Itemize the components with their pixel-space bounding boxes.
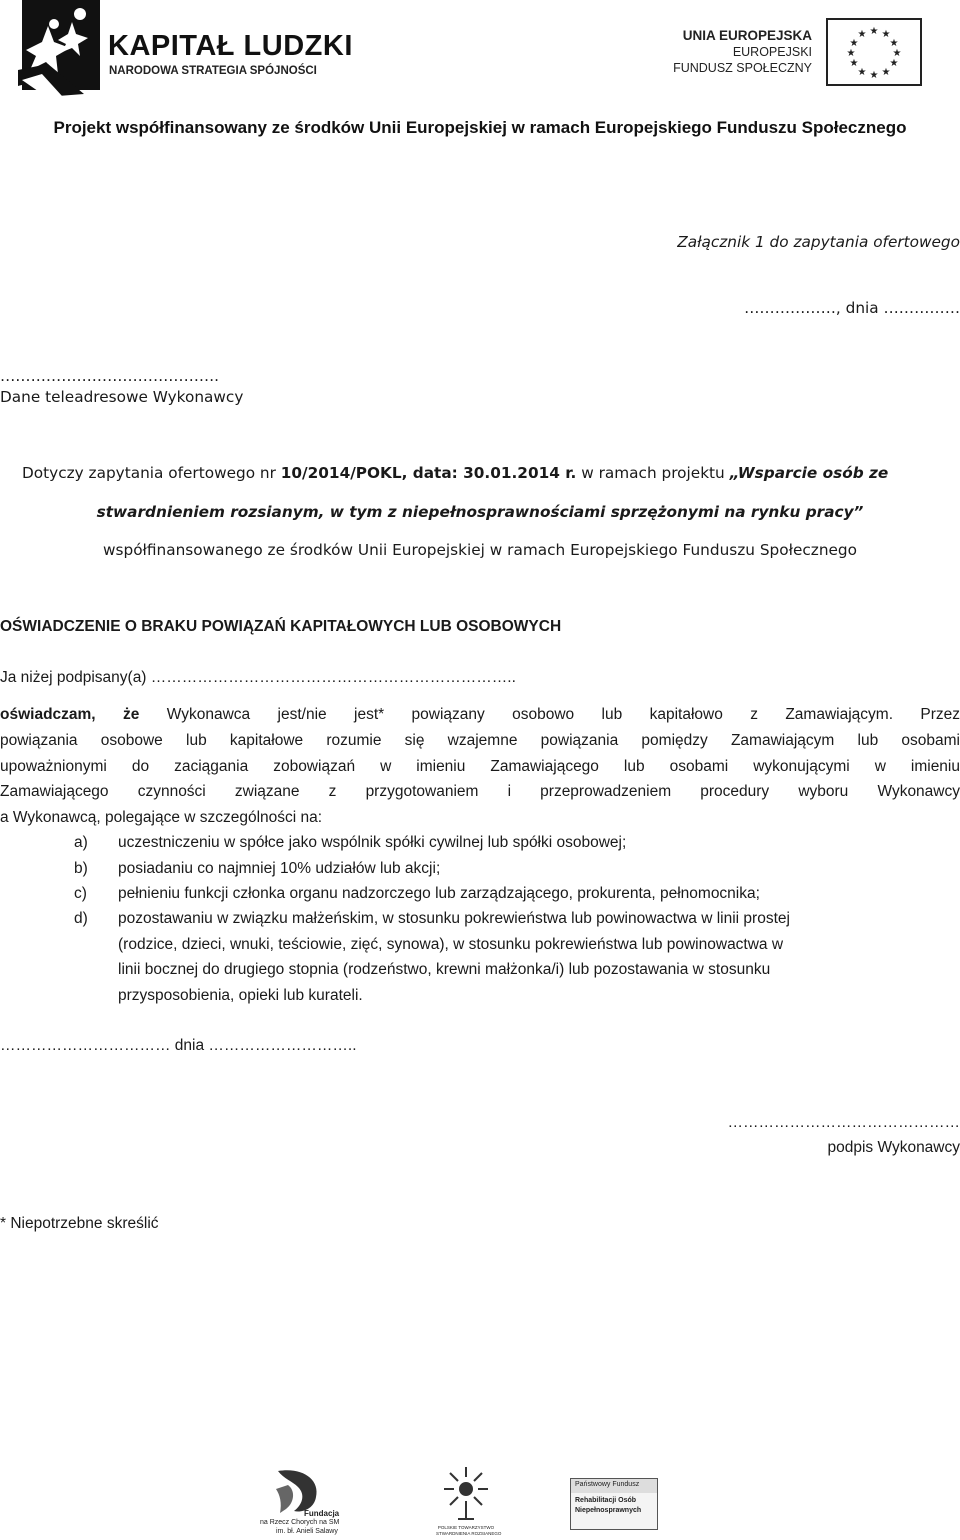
ue-title: UNIA EUROPEJSKA (682, 28, 812, 43)
pfron-line1: Państwowy Fundusz (575, 1481, 640, 1488)
statement-line-4: Zamawiającego czynności związane z przygotowaniem i przeprowadzeniem procedury wyboru Wykonawcy (0, 783, 960, 800)
ptsr-line1: POLSKIE TOWARZYSTWO (437, 1525, 495, 1530)
item-b-letter: b) (74, 860, 88, 877)
eu-stars-icon (826, 18, 922, 86)
ptsr-line2: STWARDNIENIA ROZSIANEGO (436, 1531, 502, 1536)
fundacja-logo (258, 1465, 362, 1540)
item-d-cont-1: (rodzice, dzieci, wnuki, teściowie, zięć, synowa), w stosunku pokrewieństwa lub powinowactwa w (118, 936, 784, 953)
kapital-ludzki-emblem-icon (18, 0, 118, 104)
svg-text:★: ★ (869, 70, 879, 81)
statement-title: OŚWIADCZENIE O BRAKU POWIĄZAŃ KAPITAŁOWYCH LUB OSOBOWYCH (0, 618, 562, 635)
place-date: ………………, dnia …………… (744, 299, 960, 317)
svg-text:★: ★ (869, 26, 879, 37)
item-c-letter: c) (74, 885, 87, 902)
svg-text:★: ★ (881, 67, 891, 78)
svg-text:★: ★ (857, 67, 867, 78)
signature-label: podpis Wykonawcy (827, 1139, 960, 1156)
fundacja-line1: Fundacja (304, 1509, 340, 1518)
svg-text:★: ★ (846, 48, 856, 59)
contractor-dots: ……………………………………. (0, 367, 220, 385)
ptsr-logo (436, 1465, 502, 1540)
attachment-label: Załącznik 1 do zapytania ofertowego (677, 233, 960, 251)
svg-text:★: ★ (849, 38, 859, 49)
contractor-label: Dane teleadresowe Wykonawcy (0, 388, 244, 406)
ue-fund-line2: FUNDUSZ SPOŁECZNY (673, 61, 812, 75)
kapital-ludzki-subtitle: NARODOWA STRATEGIA SPÓJNOŚCI (109, 65, 317, 77)
pfron-logo (570, 1478, 658, 1530)
footnote: * Niepotrzebne skreślić (0, 1215, 159, 1232)
svg-text:★: ★ (881, 29, 891, 40)
svg-text:★: ★ (849, 58, 859, 69)
reference-number-date: 10/2014/POKL, data: 30.01.2014 r. (280, 464, 577, 482)
date-line: …………………………… dnia ……………………….. (0, 1037, 357, 1054)
statement-line-1 (0, 706, 960, 724)
svg-text:★: ★ (889, 58, 899, 69)
pfron-line2: Rehabilitacji Osób (575, 1497, 637, 1504)
ptsr-emblem-icon (436, 1465, 496, 1523)
reference-prefix: Dotyczy zapytania ofertowego nr (22, 464, 281, 482)
eu-flag (826, 18, 922, 86)
project-name-part2: stwardnieniem rozsianym, w tym z niepełnosprawnościami sprzężonymi na rynku pracy” (96, 503, 864, 521)
reference-middle: w ramach projektu (576, 464, 730, 482)
kapital-ludzki-title: KAPITAŁ LUDZKI (108, 30, 353, 62)
signed-line: Ja niżej podpisany(a) …………………………………………………………….. (0, 669, 516, 686)
item-b-text: posiadaniu co najmniej 10% udziałów lub akcji; (118, 860, 441, 877)
cofinanced-line: współfinansowanego ze środków Unii Europejskiej w ramach Europejskiego Funduszu Społecznego (103, 541, 857, 559)
project-cofinancing-line: Projekt współfinansowany ze środków Unii Europejskiej w ramach Europejskiego Funduszu Społecznego (53, 118, 907, 137)
svg-text:★: ★ (889, 38, 899, 49)
declare-bold: oświadczam, że (0, 706, 140, 723)
fundacja-line3: im. bł. Anieli Salawy (276, 1528, 338, 1535)
statement-line-1-rest: Wykonawca jest/nie jest* powiązany osobowo lub kapitałowo z Zamawiającym. Przez (166, 706, 960, 723)
item-a-letter: a) (74, 834, 88, 851)
item-c-text: pełnieniu funkcji członka organu nadzorczego lub zarządzającego, prokurenta, pełnomocnika; (118, 885, 760, 902)
svg-text:★: ★ (857, 29, 867, 40)
statement-line-3: upoważnionymi do zaciągania zobowiązań w imieniu Zamawiającego lub osobami wykonującymi w imieniu (0, 758, 960, 775)
item-d-cont-3: przysposobienia, opieki lub kurateli. (118, 987, 363, 1004)
item-d-cont-2: linii bocznej do drugiego stopnia (rodzeństwo, krewni małżonka/i) lub pozostawania w stosunku (118, 961, 771, 978)
ue-fund-line1: EUROPEJSKI (732, 45, 812, 59)
fundacja-line2: na Rzecz Chorych na SM (260, 1519, 340, 1526)
statement-line-5: a Wykonawcą, polegające w szczególności na: (0, 809, 323, 826)
statement-line-2: powiązania osobowe lub kapitałowe rozumie się wzajemne powiązania pomiędzy Zamawiającym lub osobami (0, 732, 960, 749)
item-d-letter: d) (74, 910, 88, 927)
signature-dots: ……………………………………… (727, 1114, 960, 1131)
item-a-text: uczestniczeniu w spółce jako wspólnik spółki cywilnej lub spółki osobowej; (118, 834, 627, 851)
reference-line (22, 464, 888, 482)
item-d-text: pozostawaniu w związku małżeńskim, w stosunku pokrewieństwa lub powinowactwa w linii prostej (118, 910, 790, 927)
svg-text:★: ★ (892, 48, 902, 59)
project-name-part1: „Wsparcie osób ze (729, 464, 889, 482)
pfron-line3: Niepełnosprawnych (575, 1507, 642, 1514)
